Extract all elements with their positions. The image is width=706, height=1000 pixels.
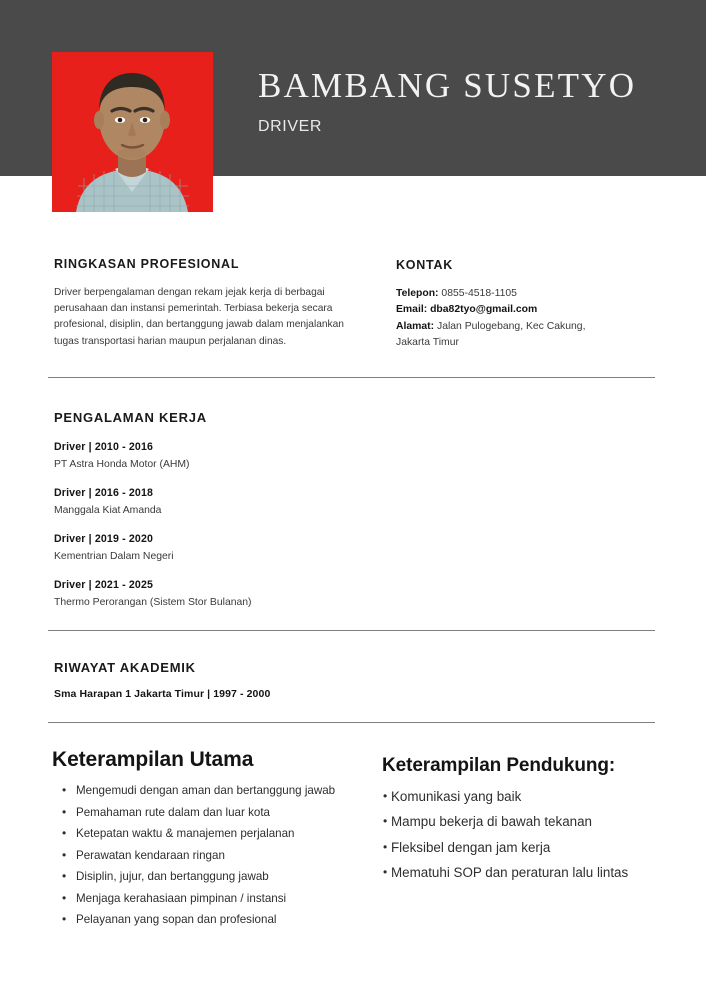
education-section — [54, 660, 454, 700]
main-skills-section — [52, 748, 382, 931]
experience-item — [54, 578, 384, 610]
main-skills-list — [52, 780, 382, 931]
main-skill-item: • Mengemudi dengan aman dan bertanggung jawab — [76, 780, 382, 802]
supporting-skill-item: • Fleksibel dengan jam kerja — [391, 835, 682, 861]
candidate-role: DRIVER — [258, 118, 323, 136]
supporting-skill-item: • Komunikasi yang baik — [391, 784, 682, 810]
main-skill-item: • Perawatan kendaraan ringan — [76, 845, 382, 867]
profile-photo — [52, 52, 213, 212]
supporting-skill-item: • Mematuhi SOP dan peraturan lalu lintas — [391, 860, 682, 886]
supporting-skills-list — [382, 784, 682, 886]
contact-heading: KONTAK — [396, 258, 454, 272]
header-text-group — [258, 66, 688, 136]
contact-phone-label: Telepon: — [396, 288, 439, 299]
contact-address-line2-row: Jakarta Timur — [396, 337, 459, 349]
divider-after-experience — [48, 630, 655, 631]
contact-section — [396, 258, 661, 352]
candidate-name: BAMBANG SUSETYO — [258, 66, 637, 105]
experience-item — [54, 440, 384, 472]
main-skill-item: • Disiplin, jujur, dan bertanggung jawab — [76, 866, 382, 888]
contact-address-row — [396, 319, 661, 335]
summary-section — [54, 257, 349, 350]
contact-phone-value: 0855-4518-1105 — [441, 288, 517, 299]
supporting-skill-item: • Mampu bekerja di bawah tekanan — [391, 809, 682, 835]
experience-role: Driver | 2021 - 2025 — [54, 579, 154, 591]
divider-after-education — [48, 722, 655, 723]
summary-text: Driver berpengalaman dengan rekam jejak kerja di berbagai perusahaan dan instansi pemerintah. Terbiasa bekerja secara profesional, disiplin, dan bertanggung jawab dalam menjalankan tugas transportasi harian maupun perjalanan dinas. — [54, 287, 344, 347]
experience-list — [54, 440, 384, 610]
main-skill-item: • Pemahaman rute dalam dan luar kota — [76, 802, 382, 824]
contact-details — [396, 286, 661, 352]
main-skill-item: • Ketepatan waktu & manajemen perjalanan — [76, 823, 382, 845]
contact-address-label: Alamat: — [396, 320, 435, 332]
supporting-skills-section — [382, 755, 682, 886]
education-entry: Sma Harapan 1 Jakarta Timur | 1997 - 2000 — [54, 688, 271, 700]
summary-heading: RINGKASAN PROFESIONAL — [54, 257, 240, 271]
experience-item — [54, 532, 384, 564]
experience-section — [54, 410, 384, 610]
contact-phone-row — [396, 286, 661, 302]
education-heading: RIWAYAT AKADEMIK — [54, 660, 196, 675]
main-skill-item: • Pelayanan yang sopan dan profesional — [76, 909, 382, 931]
experience-org: Kementrian Dalam Negeri — [54, 551, 174, 562]
experience-role: Driver | 2010 - 2016 — [54, 441, 154, 453]
divider-after-summary — [48, 377, 655, 378]
main-skill-item: • Menjaga kerahasiaan pimpinan / instansi — [76, 888, 382, 910]
experience-role: Driver | 2016 - 2018 — [54, 487, 154, 499]
experience-role: Driver | 2019 - 2020 — [54, 533, 154, 545]
contact-address-line1: Jalan Pulogebang, Kec Cakung, — [437, 320, 586, 332]
contact-email-label: Email: — [396, 304, 428, 316]
main-skills-heading: Keterampilan Utama — [52, 748, 254, 771]
experience-org: PT Astra Honda Motor (AHM) — [54, 459, 190, 470]
contact-email-row — [396, 302, 661, 318]
experience-org: Manggala Kiat Amanda — [54, 505, 162, 516]
experience-item — [54, 486, 384, 518]
contact-email-value[interactable]: dba82tyo@gmail.com — [430, 304, 538, 316]
portrait-illustration — [52, 52, 213, 212]
experience-org: Thermo Perorangan (Sistem Stor Bulanan) — [54, 597, 252, 608]
experience-heading: PENGALAMAN KERJA — [54, 410, 207, 425]
supporting-skills-heading: Keterampilan Pendukung: — [382, 755, 616, 776]
